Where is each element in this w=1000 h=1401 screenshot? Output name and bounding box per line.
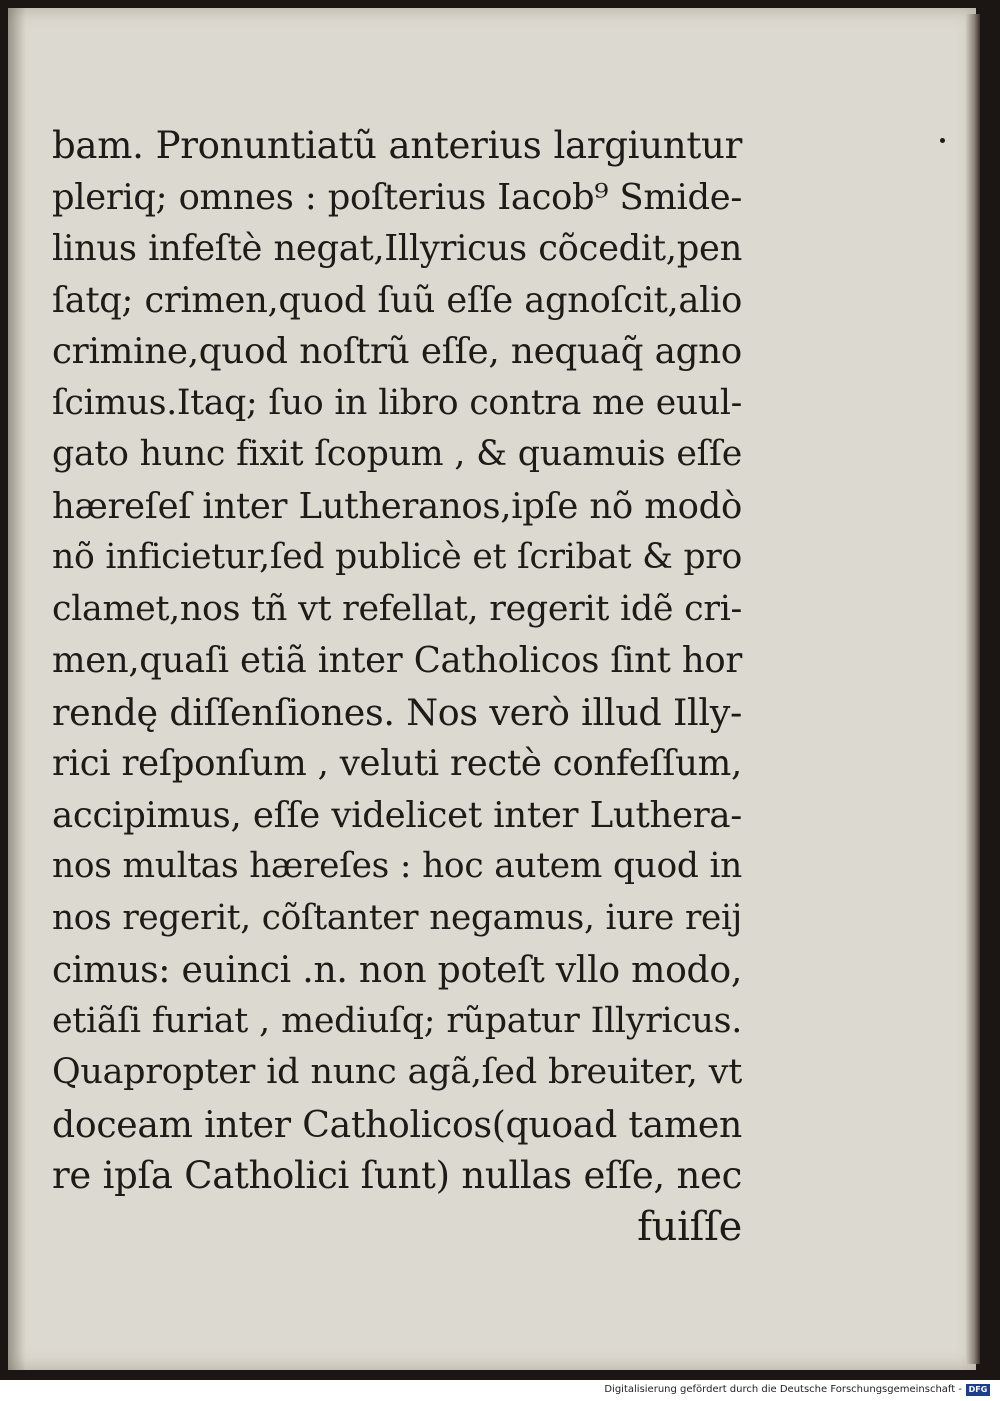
funding-credit: Digitalisierung gefördert durch die Deutsche Forschungsgemeinschaft - [604,1384,962,1395]
text-line: cimus: euinci .n. non poteſt vllo modo, [52,948,742,991]
page-text [52,120,742,1253]
footer-bar [0,1380,1000,1401]
text-line: nos multas hæreſes : hoc autem quod in [52,846,742,886]
text-line: rendę diſſenſiones. Nos verò illud Illy- [52,690,742,734]
text-line: ſcimus.Itaq; ſuo in libro contra me euul- [52,382,742,423]
text-line: rici reſponſum , veluti rectè confeſſum, [52,743,742,784]
text-line: nõ inficietur,ſed publicè et ſcribat & pro [52,537,742,577]
text-line: gato hunc fixit ſcopum , & quamuis eſſe [52,434,742,474]
text-line: clamet,nos tñ vt refellat, regerit idẽ cri- [52,588,742,629]
text-line: Quapropter id nunc agã,ſed breuiter, vt [52,1052,742,1092]
dfg-logo: DFG [966,1384,990,1396]
text-line: re ipſa Catholici ſunt) nullas eſſe, nec [52,1154,742,1197]
page-edge [966,14,980,1364]
text-line: linus infeſtè negat,Illyricus cõcedit,pen [52,228,742,269]
text-line: doceam inter Catholicos(quoad tamen [52,1102,742,1146]
text-line: pleriq; omnes : poſterius Iacob⁹ Smide- [52,176,742,218]
ink-speck [940,138,945,143]
text-line: accipimus, eſſe videlicet inter Luthera- [52,794,742,836]
text-line: crimine,quod noſtrũ eſſe, nequaq̃ agno [52,331,742,372]
text-line: hæreſeſ inter Lutheranos,ipſe nõ modò [52,485,742,527]
catchword: fuiſſe [637,1203,742,1250]
page-gutter-shadow [8,8,26,1370]
text-line: ſatq; crimen,quod ſuũ eſſe agnoſcit,alio [52,279,742,321]
text-line: etiãſi furiat , mediuſq; rũpatur Illyricus. [52,1000,742,1041]
text-line: men,quaſi etiã inter Catholicos ſint hor [52,640,742,681]
text-line: nos regerit, cõſtanter negamus, iure reij [52,897,742,938]
text-line: bam. Pronuntiatũ anterius largiuntur [52,124,742,167]
